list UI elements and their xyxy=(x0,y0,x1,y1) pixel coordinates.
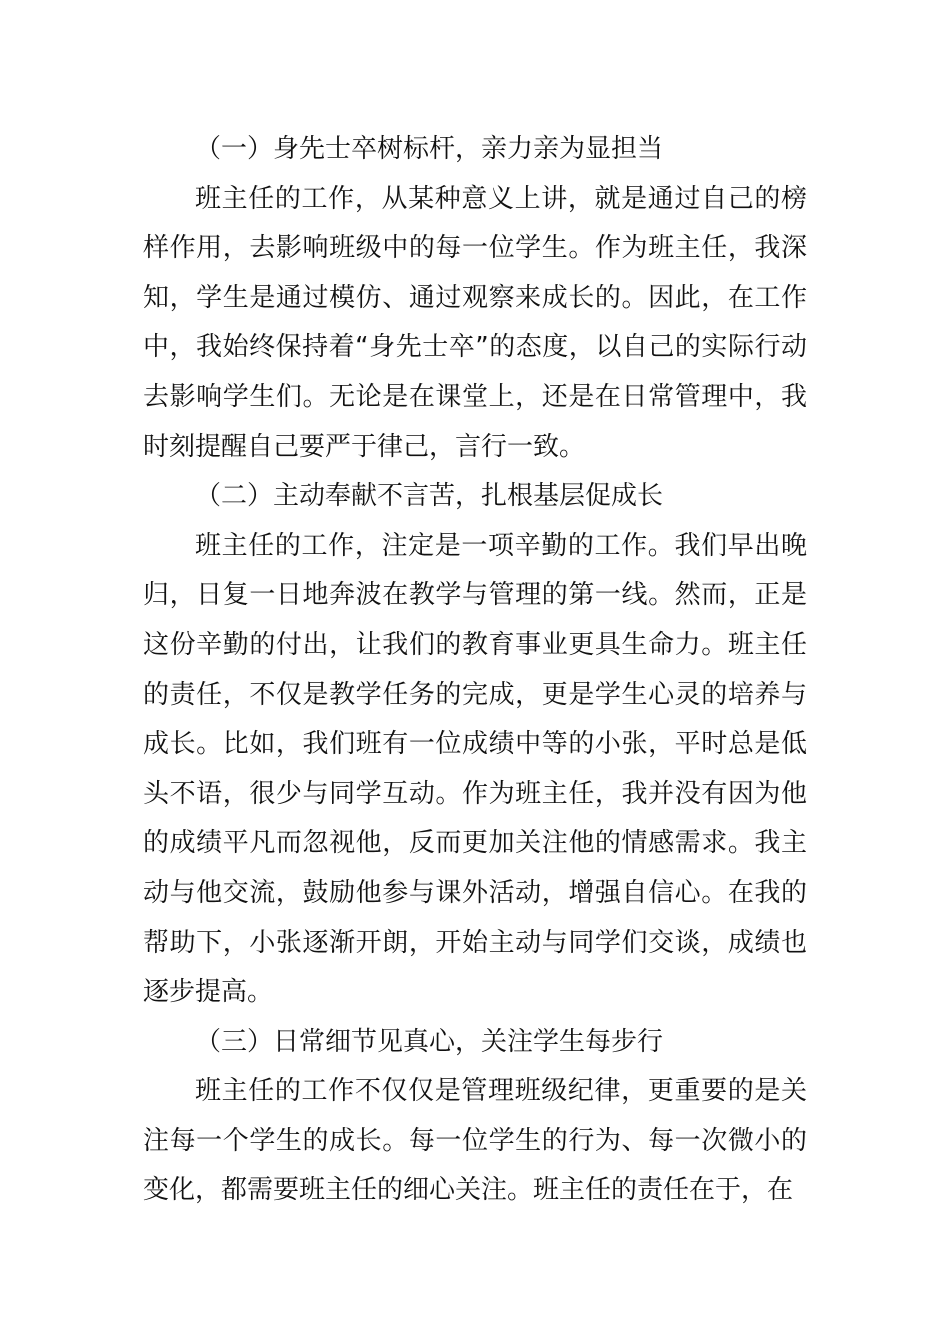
section-heading-3: （三）日常细节见真心，关注学生每步行 xyxy=(195,1026,664,1057)
section-heading-2: （二）主动奉献不言苦，扎根基层促成长 xyxy=(195,481,664,512)
section-paragraph-3: 班主任的工作不仅仅是管理班级纪律，更重要的是关注每一个学生的成长。每一位学生的行为、每一次微小的变化，都需要班主任的细心关注。班主任的责任在于，在 xyxy=(143,1076,807,1206)
section-paragraph-1: 班主任的工作，从某种意义上讲，就是通过自己的榜样作用，去影响班级中的每一位学生。作为班主任，我深知，学生是通过模仿、通过观察来成长的。因此，在工作中，我始终保持着“身先士卒”的态度，以自己的实际行动去影响学生们。无论是在课堂上，还是在日常管理中，我时刻提醒自己要严于律己，言行一致。 xyxy=(143,183,807,462)
section-paragraph-2: 班主任的工作，注定是一项辛勤的工作。我们早出晚归，日复一日地奔波在教学与管理的第一线。然而，正是这份辛勤的付出，让我们的教育事业更具生命力。班主任的责任，不仅是教学任务的完成，更是学生心灵的培养与成长。比如，我们班有一位成绩中等的小张，平时总是低头不语，很少与同学互动。作为班主任，我并没有因为他的成绩平凡而忽视他，反而更加关注他的情感需求。我主动与他交流，鼓励他参与课外活动，增强自信心。在我的帮助下，小张逐渐开朗，开始主动与同学们交谈，成绩也逐步提高。 xyxy=(143,530,807,1008)
section-heading-1: （一）身先士卒树标杆，亲力亲为显担当 xyxy=(195,134,664,164)
document-body xyxy=(143,125,807,1216)
